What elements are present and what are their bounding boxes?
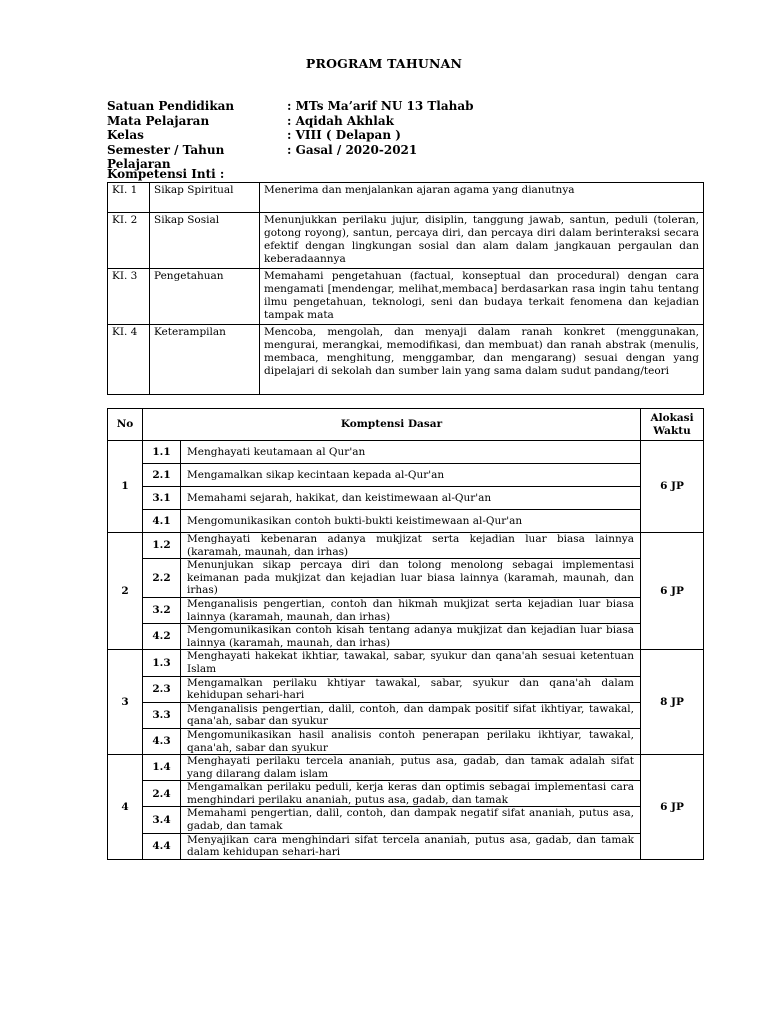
table-row — [108, 624, 704, 650]
info-value: : VIII ( Delapan ) — [287, 128, 401, 142]
kd-code: 4.2 — [143, 624, 181, 650]
table-row — [108, 487, 704, 510]
info-row-class — [107, 128, 474, 143]
kd-description: Menghayati keutamaan al Qur'an — [181, 441, 641, 464]
kd-description: Menganalisis pengertian, contoh dan hikmah mukjizat serta kejadian luar biasa lainnya (karamah, maunah, dan irhas) — [181, 597, 641, 623]
kd-code: 4.4 — [143, 833, 181, 859]
kd-code: 4.3 — [143, 728, 181, 754]
kd-code: 1.2 — [143, 533, 181, 559]
time-allocation: 6 JP — [641, 755, 704, 860]
time-allocation: 6 JP — [641, 533, 704, 650]
kd-description: Mengamalkan perilaku khtiyar tawakal, sabar, syukur dan qana'ah dalam kehidupan sehari-hari — [181, 676, 641, 702]
info-value: : Aqidah Akhlak — [287, 113, 394, 128]
identity-block — [107, 99, 474, 172]
kd-description: Menganalisis pengertian, dalil, contoh, dan dampak positif sifat ikhtiyar, tawakal, qana'ah, sabar dan syukur — [181, 702, 641, 728]
kd-code: 1.3 — [143, 650, 181, 676]
ki-name: Sikap Sosial — [150, 213, 260, 269]
kd-code: 2.2 — [143, 559, 181, 598]
kd-description: Memahami pengertian, dalil, contoh, dan dampak negatif sifat ananiah, putus asa, gadab, dan tamak — [181, 807, 641, 833]
group-number: 1 — [108, 441, 143, 533]
kd-description: Menghayati kebenaran adanya mukjizat serta kejadian luar biasa lainnya (karamah, maunah, dan irhas) — [181, 533, 641, 559]
kd-code: 2.3 — [143, 676, 181, 702]
table-row — [108, 213, 704, 269]
kd-description: Mengomunikasikan hasil analisis contoh penerapan perilaku ikhtiyar, tawakal, qana'ah, sabar dan syukur — [181, 728, 641, 754]
time-allocation: 6 JP — [641, 441, 704, 533]
ki-code: KI. 1 — [108, 183, 150, 213]
ki-description: Menerima dan menjalankan ajaran agama yang dianutnya — [260, 183, 704, 213]
table-row — [108, 807, 704, 833]
kd-description: Menyajikan cara menghindari sifat tercela ananiah, putus asa, gadab, dan tamak dalam kehidupan sehari-hari — [181, 833, 641, 859]
kd-code: 3.2 — [143, 597, 181, 623]
group-number: 4 — [108, 755, 143, 860]
info-label: Satuan Pendidikan — [107, 99, 235, 113]
group-number: 2 — [108, 533, 143, 650]
kd-code: 1.1 — [143, 441, 181, 464]
info-label: Mata Pelajaran — [107, 113, 210, 128]
info-label: Semester / Tahun Pelajaran — [107, 142, 225, 171]
table-row — [108, 533, 704, 559]
table-row — [108, 833, 704, 859]
table-row — [108, 325, 704, 395]
table-row — [108, 510, 704, 533]
kd-code: 3.4 — [143, 807, 181, 833]
kd-description: Menghayati hakekat ikhtiar, tawakal, sabar, syukur dan qana'ah sesuai ketentuan Islam — [181, 650, 641, 676]
kompetensi-inti-table — [107, 182, 704, 395]
table-row — [108, 728, 704, 754]
column-header-kd: Komptensi Dasar — [143, 409, 641, 441]
kd-description: Mengomunikasikan contoh bukti-bukti keistimewaan al-Qur'an — [181, 510, 641, 533]
time-allocation: 8 JP — [641, 650, 704, 755]
table-row — [108, 269, 704, 325]
kd-code: 4.1 — [143, 510, 181, 533]
table-row — [108, 676, 704, 702]
ki-heading: Kompetensi Inti : — [107, 167, 225, 181]
ki-code: KI. 2 — [108, 213, 150, 269]
table-row — [108, 650, 704, 676]
ki-description: Mencoba, mengolah, dan menyaji dalam ranah konkret (menggunakan, mengurai, merangkai, memodifikasi, dan membuat) dan ranah abstrak (menulis, membaca, menghitung, menggambar, dan mengarang) sesuai dengan yang dipelajari di sekolah dan sumber lain yang sama dalam sudut pandang/teori — [260, 325, 704, 395]
ki-code: KI. 3 — [108, 269, 150, 325]
table-row — [108, 781, 704, 807]
table-row — [108, 755, 704, 781]
ki-description: Memahami pengetahuan (factual, konseptual dan procedural) dengan cara mengamati [mendengar, melihat,membaca] berdasarkan rasa ingin tahu tentang ilmu pengetahuan, teknologi, seni dan budaya terkait fenomena dan kejadian tampak mata — [260, 269, 704, 325]
kd-code: 2.1 — [143, 464, 181, 487]
ki-name: Keterampilan — [150, 325, 260, 395]
kd-code: 3.1 — [143, 487, 181, 510]
table-row — [108, 597, 704, 623]
kd-description: Memahami sejarah, hakikat, dan keistimewaan al-Qur'an — [181, 487, 641, 510]
ki-description: Menunjukkan perilaku jujur, disiplin, tanggung jawab, santun, peduli (toleran, gotong royong), santun, percaya diri, dan percaya diri dalam berinteraksi secara efektif dengan lingkungan sosial dan alam dalam jangkauan pergaulan dan keberadaannya — [260, 213, 704, 269]
group-number: 3 — [108, 650, 143, 755]
ki-code: KI. 4 — [108, 325, 150, 395]
kd-code: 2.4 — [143, 781, 181, 807]
column-header-alloc: Alokasi Waktu — [641, 409, 704, 441]
kompetensi-dasar-table — [107, 408, 704, 860]
table-row — [108, 559, 704, 598]
info-value: : MTs Ma’arif NU 13 Tlahab — [287, 99, 474, 113]
ki-name: Pengetahuan — [150, 269, 260, 325]
ki-name: Sikap Spiritual — [150, 183, 260, 213]
page-title: PROGRAM TAHUNAN — [305, 56, 463, 71]
table-row — [108, 702, 704, 728]
kd-description: Menunjukan sikap percaya diri dan tolong menolong sebagai implementasi keimanan pada mukjizat dan kejadian luar biasa lainnya (karamah, maunah, dan irhas) — [181, 559, 641, 598]
info-row-subject — [107, 114, 474, 129]
column-header-no: No — [108, 409, 143, 441]
kd-code: 3.3 — [143, 702, 181, 728]
kd-description: Mengamalkan sikap kecintaan kepada al-Qur'an — [181, 464, 641, 487]
kd-description: Mengomunikasikan contoh kisah tentang adanya mukjizat dan kejadian luar biasa lainnya (karamah, maunah, dan irhas) — [181, 624, 641, 650]
kd-description: Menghayati perilaku tercela ananiah, putus asa, gadab, dan tamak adalah sifat yang dilarang dalam islam — [181, 755, 641, 781]
kd-description: Mengamalkan perilaku peduli, kerja keras dan optimis sebagai implementasi cara menghindari perilaku ananiah, putus asa, gadab, dan tamak — [181, 781, 641, 807]
kd-code: 1.4 — [143, 755, 181, 781]
info-row-school — [107, 99, 474, 114]
info-label: Kelas — [107, 128, 144, 142]
table-row — [108, 464, 704, 487]
table-row — [108, 441, 704, 464]
table-header-row — [108, 409, 704, 441]
info-value: : Gasal / 2020-2021 — [287, 142, 418, 157]
table-row — [108, 183, 704, 213]
